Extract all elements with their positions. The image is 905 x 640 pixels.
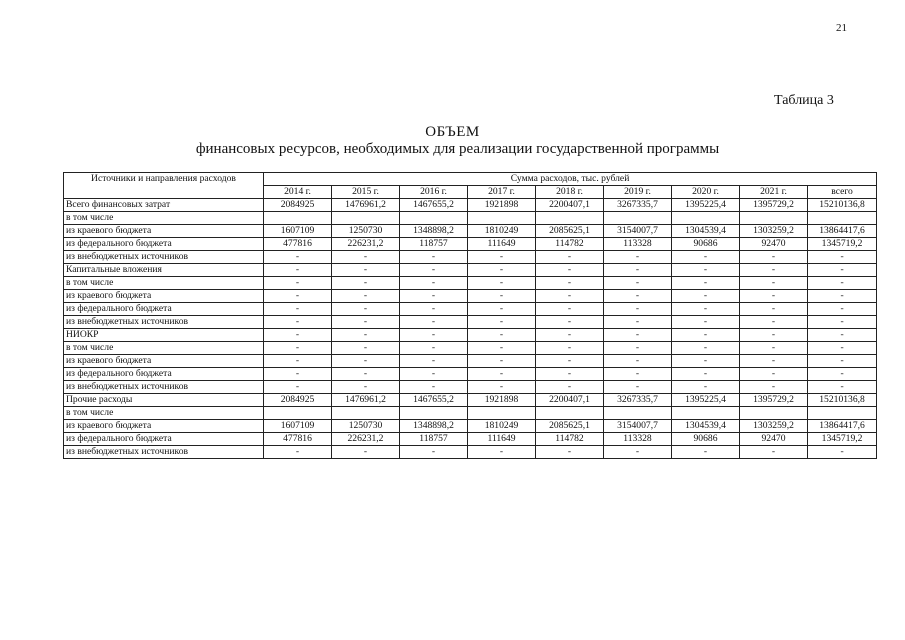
title-heading: ОБЪЕМ bbox=[425, 124, 480, 140]
table-cell: 114782 bbox=[536, 238, 604, 251]
table-cell: - bbox=[808, 446, 877, 459]
table-cell: - bbox=[264, 277, 332, 290]
table-cell bbox=[740, 407, 808, 420]
table-cell: - bbox=[400, 264, 468, 277]
table-cell: - bbox=[536, 264, 604, 277]
table-row bbox=[64, 199, 877, 212]
table-cell: - bbox=[808, 290, 877, 303]
document-title bbox=[0, 124, 905, 158]
table-row bbox=[64, 277, 877, 290]
table-cell: - bbox=[740, 368, 808, 381]
table-cell: - bbox=[536, 329, 604, 342]
table-cell: - bbox=[740, 251, 808, 264]
table-cell: 1395729,2 bbox=[740, 394, 808, 407]
table-cell: 3267335,7 bbox=[604, 394, 672, 407]
table-cell: - bbox=[808, 277, 877, 290]
table-cell: - bbox=[672, 342, 740, 355]
row-label: из краевого бюджета bbox=[64, 355, 264, 368]
row-label: из федерального бюджета bbox=[64, 238, 264, 251]
table-cell: 1303259,2 bbox=[740, 225, 808, 238]
table-cell bbox=[672, 407, 740, 420]
table-cell: 1476961,2 bbox=[332, 199, 400, 212]
table-cell: - bbox=[400, 277, 468, 290]
row-label: из внебюджетных источников bbox=[64, 381, 264, 394]
table-cell: 15210136,8 bbox=[808, 394, 877, 407]
table-cell: 1304539,4 bbox=[672, 225, 740, 238]
table-cell: - bbox=[740, 264, 808, 277]
table-row bbox=[64, 407, 877, 420]
table-cell: 1810249 bbox=[468, 420, 536, 433]
table-cell bbox=[264, 407, 332, 420]
table-cell: 2084925 bbox=[264, 394, 332, 407]
table-cell: 1467655,2 bbox=[400, 394, 468, 407]
row-label: из внебюджетных источников bbox=[64, 446, 264, 459]
row-label: Капитальные вложения bbox=[64, 264, 264, 277]
header-year: 2015 г. bbox=[332, 186, 400, 199]
table-row bbox=[64, 420, 877, 433]
table-cell: 111649 bbox=[468, 433, 536, 446]
row-label: в том числе bbox=[64, 342, 264, 355]
table-cell: - bbox=[672, 277, 740, 290]
row-label: из внебюджетных источников bbox=[64, 316, 264, 329]
table-row bbox=[64, 381, 877, 394]
row-label: из внебюджетных источников bbox=[64, 251, 264, 264]
table-cell: 2085625,1 bbox=[536, 420, 604, 433]
table-cell: 113328 bbox=[604, 433, 672, 446]
table-cell: - bbox=[332, 316, 400, 329]
table-cell: 1467655,2 bbox=[400, 199, 468, 212]
table-cell: - bbox=[808, 329, 877, 342]
table-cell: - bbox=[740, 355, 808, 368]
header-year: 2020 г. bbox=[672, 186, 740, 199]
table-cell: - bbox=[536, 303, 604, 316]
table-cell: - bbox=[332, 446, 400, 459]
table-cell: - bbox=[672, 446, 740, 459]
table-cell: 114782 bbox=[536, 433, 604, 446]
table-cell: 3154007,7 bbox=[604, 420, 672, 433]
table-cell: - bbox=[400, 446, 468, 459]
table-cell: - bbox=[400, 329, 468, 342]
table-cell: - bbox=[604, 329, 672, 342]
table-cell: - bbox=[808, 381, 877, 394]
table-cell: 92470 bbox=[740, 238, 808, 251]
table-cell: - bbox=[264, 446, 332, 459]
table-row bbox=[64, 212, 877, 225]
header-year: 2019 г. bbox=[604, 186, 672, 199]
table-cell: 1607109 bbox=[264, 225, 332, 238]
table-cell: - bbox=[332, 290, 400, 303]
table-cell: - bbox=[468, 446, 536, 459]
table-cell: - bbox=[468, 355, 536, 368]
table-cell bbox=[400, 407, 468, 420]
table-cell: - bbox=[468, 342, 536, 355]
table-cell: 1607109 bbox=[264, 420, 332, 433]
table-cell: - bbox=[264, 251, 332, 264]
table-cell: - bbox=[536, 251, 604, 264]
table-row bbox=[64, 264, 877, 277]
table-cell: - bbox=[604, 342, 672, 355]
table-cell: - bbox=[400, 251, 468, 264]
table-cell: - bbox=[468, 368, 536, 381]
table-cell bbox=[536, 407, 604, 420]
table-cell: - bbox=[672, 329, 740, 342]
table-cell: - bbox=[332, 251, 400, 264]
table-cell bbox=[740, 212, 808, 225]
table-cell: - bbox=[672, 264, 740, 277]
table-cell: - bbox=[264, 290, 332, 303]
table-header-row bbox=[64, 173, 877, 186]
table-row bbox=[64, 368, 877, 381]
table-row bbox=[64, 251, 877, 264]
financial-resources-table bbox=[63, 172, 877, 459]
table-cell: 2084925 bbox=[264, 199, 332, 212]
table-cell: - bbox=[400, 316, 468, 329]
table-row bbox=[64, 238, 877, 251]
table-cell: - bbox=[536, 446, 604, 459]
table-cell: 1250730 bbox=[332, 225, 400, 238]
table-row bbox=[64, 290, 877, 303]
table-row bbox=[64, 355, 877, 368]
row-label: Прочие расходы bbox=[64, 394, 264, 407]
table-cell bbox=[604, 407, 672, 420]
table-cell: - bbox=[264, 355, 332, 368]
table-cell bbox=[808, 212, 877, 225]
table-cell: - bbox=[264, 316, 332, 329]
table-cell: - bbox=[332, 264, 400, 277]
table-cell: - bbox=[604, 381, 672, 394]
table-cell: - bbox=[536, 277, 604, 290]
table-cell: - bbox=[604, 316, 672, 329]
table-cell: 1395225,4 bbox=[672, 199, 740, 212]
table-cell: - bbox=[264, 342, 332, 355]
table-cell: - bbox=[604, 251, 672, 264]
header-total: всего bbox=[808, 186, 877, 199]
header-year: 2014 г. bbox=[264, 186, 332, 199]
table-cell: 111649 bbox=[468, 238, 536, 251]
table-cell: - bbox=[672, 316, 740, 329]
table-cell: - bbox=[400, 381, 468, 394]
row-label: НИОКР bbox=[64, 329, 264, 342]
table-cell: - bbox=[264, 381, 332, 394]
table-cell: - bbox=[604, 368, 672, 381]
table-cell: 1345719,2 bbox=[808, 433, 877, 446]
table-cell: 90686 bbox=[672, 433, 740, 446]
table-cell bbox=[332, 407, 400, 420]
row-label: Всего финансовых затрат bbox=[64, 199, 264, 212]
table-cell: 2085625,1 bbox=[536, 225, 604, 238]
table-cell: 1921898 bbox=[468, 199, 536, 212]
table-cell: - bbox=[672, 368, 740, 381]
row-label: из федерального бюджета bbox=[64, 303, 264, 316]
table-cell: - bbox=[468, 303, 536, 316]
table-cell bbox=[468, 212, 536, 225]
table-cell: 1303259,2 bbox=[740, 420, 808, 433]
table-cell: - bbox=[536, 381, 604, 394]
table-cell: - bbox=[468, 277, 536, 290]
table-cell: - bbox=[264, 368, 332, 381]
table-cell: 1304539,4 bbox=[672, 420, 740, 433]
row-label: из федерального бюджета bbox=[64, 368, 264, 381]
table-cell: 2200407,1 bbox=[536, 199, 604, 212]
table-cell: 477816 bbox=[264, 433, 332, 446]
table-cell: - bbox=[468, 251, 536, 264]
table-cell: - bbox=[400, 368, 468, 381]
table-cell: - bbox=[740, 342, 808, 355]
table-cell: - bbox=[808, 303, 877, 316]
header-sum: Сумма расходов, тыс. рублей bbox=[264, 173, 877, 186]
table-cell bbox=[332, 212, 400, 225]
table-row bbox=[64, 446, 877, 459]
table-cell: - bbox=[400, 342, 468, 355]
table-cell: - bbox=[264, 303, 332, 316]
table-cell: - bbox=[332, 277, 400, 290]
table-cell bbox=[604, 212, 672, 225]
table-cell bbox=[672, 212, 740, 225]
table-cell: - bbox=[400, 290, 468, 303]
table-cell: - bbox=[740, 303, 808, 316]
row-label: из краевого бюджета bbox=[64, 225, 264, 238]
table-cell: - bbox=[604, 277, 672, 290]
table-cell: - bbox=[808, 368, 877, 381]
table-cell: - bbox=[740, 381, 808, 394]
table-row bbox=[64, 316, 877, 329]
table-cell: 3154007,7 bbox=[604, 225, 672, 238]
table-cell: - bbox=[808, 342, 877, 355]
table-cell: 1250730 bbox=[332, 420, 400, 433]
table-cell: - bbox=[468, 316, 536, 329]
table-cell: 13864417,6 bbox=[808, 420, 877, 433]
table-cell: - bbox=[604, 355, 672, 368]
table-cell: - bbox=[808, 316, 877, 329]
table-cell: - bbox=[536, 316, 604, 329]
table-cell: 1921898 bbox=[468, 394, 536, 407]
table-cell: - bbox=[332, 303, 400, 316]
table-cell: - bbox=[332, 355, 400, 368]
table-cell: - bbox=[264, 264, 332, 277]
table-cell: - bbox=[536, 355, 604, 368]
table-row bbox=[64, 303, 877, 316]
table-cell: - bbox=[400, 303, 468, 316]
table-cell: 92470 bbox=[740, 433, 808, 446]
table-row bbox=[64, 433, 877, 446]
row-label: из федерального бюджета bbox=[64, 433, 264, 446]
table-cell: - bbox=[468, 329, 536, 342]
table-cell: - bbox=[400, 355, 468, 368]
title-subheading: финансовых ресурсов, необходимых для реализации государственной программы bbox=[195, 141, 720, 157]
table-cell: 13864417,6 bbox=[808, 225, 877, 238]
header-year: 2021 г. bbox=[740, 186, 808, 199]
table-cell: 15210136,8 bbox=[808, 199, 877, 212]
table-cell: - bbox=[672, 303, 740, 316]
table-cell: - bbox=[332, 342, 400, 355]
row-label: в том числе bbox=[64, 407, 264, 420]
table-cell: 1476961,2 bbox=[332, 394, 400, 407]
table-cell: - bbox=[332, 381, 400, 394]
table-cell: - bbox=[740, 277, 808, 290]
table-cell: 1395225,4 bbox=[672, 394, 740, 407]
table-cell: - bbox=[468, 264, 536, 277]
table-cell bbox=[264, 212, 332, 225]
table-row bbox=[64, 225, 877, 238]
table-cell: 90686 bbox=[672, 238, 740, 251]
table-cell: 1395729,2 bbox=[740, 199, 808, 212]
table-cell: - bbox=[604, 303, 672, 316]
header-year: 2017 г. bbox=[468, 186, 536, 199]
table-cell: 1810249 bbox=[468, 225, 536, 238]
table-cell: - bbox=[536, 290, 604, 303]
row-label: из краевого бюджета bbox=[64, 290, 264, 303]
table-cell: - bbox=[536, 368, 604, 381]
table-cell: - bbox=[740, 316, 808, 329]
table-cell bbox=[468, 407, 536, 420]
table-cell: - bbox=[808, 251, 877, 264]
table-cell: - bbox=[264, 329, 332, 342]
header-year: 2018 г. bbox=[536, 186, 604, 199]
table-cell: 226231,2 bbox=[332, 433, 400, 446]
table-cell: - bbox=[536, 342, 604, 355]
table-body bbox=[64, 199, 877, 459]
table-cell: - bbox=[604, 290, 672, 303]
header-year: 2016 г. bbox=[400, 186, 468, 199]
table-row bbox=[64, 329, 877, 342]
table-cell: 3267335,7 bbox=[604, 199, 672, 212]
table-cell: - bbox=[468, 381, 536, 394]
row-label: из краевого бюджета bbox=[64, 420, 264, 433]
table-cell: 118757 bbox=[400, 238, 468, 251]
table-cell: - bbox=[808, 264, 877, 277]
table-cell: 1345719,2 bbox=[808, 238, 877, 251]
table-cell: - bbox=[672, 381, 740, 394]
table-cell: - bbox=[672, 355, 740, 368]
table-cell: - bbox=[672, 251, 740, 264]
table-row bbox=[64, 342, 877, 355]
table-cell: 2200407,1 bbox=[536, 394, 604, 407]
table-row bbox=[64, 394, 877, 407]
table-cell: - bbox=[740, 290, 808, 303]
table-label: Таблица 3 bbox=[774, 93, 834, 108]
table-cell: - bbox=[468, 290, 536, 303]
table-cell: 113328 bbox=[604, 238, 672, 251]
table-cell: 477816 bbox=[264, 238, 332, 251]
table-cell: - bbox=[332, 329, 400, 342]
table-cell bbox=[536, 212, 604, 225]
table-cell: - bbox=[604, 446, 672, 459]
row-label: в том числе bbox=[64, 277, 264, 290]
table-cell: - bbox=[604, 264, 672, 277]
table-cell bbox=[400, 212, 468, 225]
page-number: 21 bbox=[836, 22, 847, 34]
table-cell: - bbox=[672, 290, 740, 303]
table-cell: - bbox=[740, 329, 808, 342]
table-cell: 1348898,2 bbox=[400, 420, 468, 433]
table-cell: - bbox=[332, 368, 400, 381]
header-sources: Источники и направления расходов bbox=[64, 173, 264, 199]
table-cell: - bbox=[808, 355, 877, 368]
table-cell: 1348898,2 bbox=[400, 225, 468, 238]
table-cell: 226231,2 bbox=[332, 238, 400, 251]
table-cell bbox=[808, 407, 877, 420]
table-cell: - bbox=[740, 446, 808, 459]
row-label: в том числе bbox=[64, 212, 264, 225]
table-cell: 118757 bbox=[400, 433, 468, 446]
